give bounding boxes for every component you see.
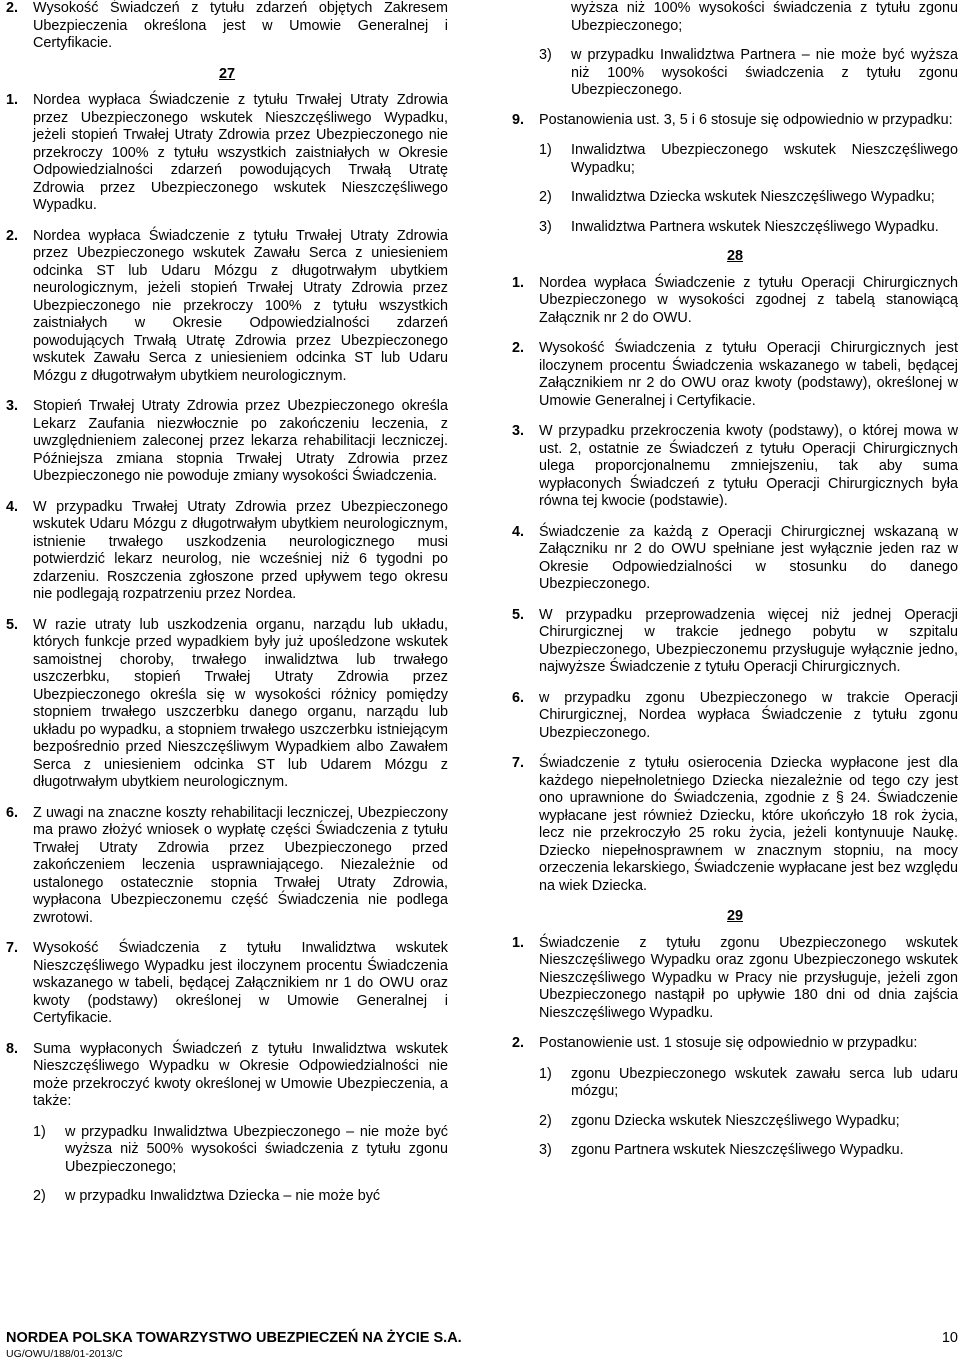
clause-item — [6, 228, 448, 386]
clause-number: 5. — [512, 606, 525, 623]
clause-item — [512, 275, 958, 328]
sub-clause-number: 1) — [539, 142, 552, 158]
clause-number: 2. — [6, 0, 19, 16]
page-footer — [6, 1330, 958, 1346]
clause-number: 4. — [512, 523, 525, 540]
clause-text: Świadczenie z tytułu zgonu Ubezpieczonego wskutek Nieszczęśliwego Wypadku oraz zgonu Ubezpieczonego wskutek Nieszczęśliwego Wypadku w Pracy nie przysługuje, jeżeli zgon Ubezpieczonego nastąpił po upływie 180 dni od dnia zajścia Nieszczęśliwego Wypadku. — [539, 934, 958, 1021]
section-heading-29: 29 — [726, 908, 743, 924]
clause-text: Z uwagi na znaczne koszty rehabilitacji leczniczej, Ubezpieczony ma prawo złożyć wniosek o wypłatę części Świadczenia z tytułu Trwałej Utraty Zdrowia przez Ubezpieczonego przed zakończeniem leczenia usprawniającego. Niezależnie od ustalonego ostatecznie stopnia Trwałej Utraty Zdrowia, wypłacona Ubezpieczonemu część Świadczenia nie podlega zwrotowi. — [33, 804, 448, 926]
footer-company-name: NORDEA POLSKA TOWARZYSTWO UBEZPIECZEŃ NA ŻYCIE S.A. — [6, 1330, 462, 1346]
sub-clause — [539, 1113, 958, 1131]
section-heading-27: 27 — [218, 65, 235, 82]
sub-clause-number: 3) — [539, 1142, 552, 1158]
sub-clause-number: 1) — [33, 1123, 46, 1140]
clause-item — [6, 805, 448, 928]
sub-clause — [539, 47, 958, 100]
sub-clause-text: zgonu Ubezpieczonego wskutek zawału serca lub udaru mózgu; — [571, 1065, 958, 1099]
clause-number: 9. — [512, 111, 525, 128]
sub-clause — [539, 1142, 958, 1160]
clause-number: 3. — [6, 398, 19, 414]
clause-item — [512, 690, 958, 743]
sub-clause — [33, 1124, 448, 1177]
sub-clause-number: 1) — [539, 1065, 552, 1082]
sub-clause-number: 2) — [33, 1188, 46, 1204]
sub-clause-text: Inwalidztwa Ubezpieczonego wskutek Nieszczęśliwego Wypadku; — [571, 142, 958, 176]
clause-number: 4. — [6, 498, 19, 515]
clause-text: Świadczenie z tytułu osierocenia Dziecka wypłacone jest dla każdego niepełnoletniego Dziecka niezależnie od tego czy jest ono uprawnione do Świadczenia, zgodnie z § 24. Świadczenie wypłacane jest również Dziecku, które ukończyło 18 rok życia, lecz nie przekroczyło 25 roku życia, jeżeli kontynuuje Naukę. Dziecko niepełnosprawnem w znacznym stopniu, na mocy orzeczenia lekarskiego, Świadczenie wypłacane jest bez względu na wiek Dziecka. — [539, 755, 958, 894]
clause-text: Postanowienia ust. 3, 5 i 6 stosuje się odpowiednio w przypadku: — [539, 111, 953, 128]
sub-clause-text: wyższa niż 100% wysokości świadczenia z tytułu zgonu Ubezpieczonego; — [571, 0, 958, 34]
sub-clause-text: Inwalidztwa Dziecka wskutek Nieszczęśliwego Wypadku; — [571, 189, 935, 205]
clause-number: 2. — [6, 227, 19, 244]
sub-clause-number: 3) — [539, 47, 552, 63]
clause-number: 6. — [6, 804, 19, 821]
clause-item — [512, 423, 958, 511]
clause-item — [6, 1041, 448, 1111]
clause-text: W przypadku Trwałej Utraty Zdrowia przez Ubezpieczonego wskutek Udaru Mózgu z długotrwałym ubytkiem neurologicznym, istnienie trwałego uszkodzenia neurologicznego musi potwierdzić lekarz neurolog, nie wcześniej niż 6 tygodni po zdarzeniu. Roszczenia zgłoszone przed upływem tego okresu nie podlegają rozpatrzeniu przez Nordea. — [33, 498, 448, 602]
clause-item — [512, 340, 958, 410]
sub-clause-text: w przypadku Inwalidztwa Partnera – nie może być wyższa niż 100% wysokości świadczenia z tytułu zgonu Ubezpieczonego. — [571, 47, 958, 98]
clause-number: 7. — [512, 755, 525, 771]
sub-clause — [539, 1066, 958, 1101]
clause-item — [512, 1035, 958, 1053]
clause-number: 1. — [512, 274, 525, 291]
clause-text: Nordea wypłaca Świadczenie z tytułu Operacji Chirurgicznych Ubezpieczonego w wysokości zgodnej z tabelą stanowiącą Załącznik nr 2 do OWU. — [539, 274, 958, 326]
clause-text: Wysokość Świadczenia z tytułu Inwalidztwa wskutek Nieszczęśliwego Wypadku jest iloczynem procentu Świadczenia wskazanego w tabeli, będącej Załącznikiem nr 1 do OWU oraz kwoty (podstawy) określonej w Umowie Generalnej i Certyfikacie. — [33, 940, 448, 1026]
sub-clause — [539, 142, 958, 177]
page-number: 10 — [941, 1330, 958, 1346]
clause-item — [512, 935, 958, 1023]
clause-item — [512, 112, 958, 130]
clause-text: Wysokość Świadczenia z tytułu Operacji Chirurgicznych jest iloczynem procentu Świadczenia wskazanego w tabeli, będącej Załącznikiem nr 2 do OWU oraz kwoty (podstawy), określonej w Umowie Generalnej i Certyfikacie. — [539, 340, 958, 409]
clause-text: Świadczenie za każdą z Operacji Chirurgicznej wskazaną w Załączniku nr 2 do OWU spełniane jest wyłącznie jeden raz w Okresie Odpowiedzialności w stosunku do danego Ubezpieczonego. — [539, 523, 958, 592]
clause-number: 1. — [6, 92, 19, 108]
clause-item — [6, 940, 448, 1028]
clause-text: W razie utraty lub uszkodzenia organu, narządu lub układu, których funkcje przed wypadkiem były już upośledzone wskutek samoistnej choroby, trwałego inwalidztwa lub trwałego uszczerbku, stopień Trwałej Utraty Zdrowia przez Ubezpieczonego określa się w wysokości różnicy pomiędzy stopniem trwałego uszczerbku danego organu, narządu lub układu po wypadku, a stopniem trwałego uszczerbku istniejącym bezpośrednio przed Nieszczęśliwym Wypadkiem albo Zawałem Serca z uniesieniem odcinka ST lub Udarem Mózgu z długotrwałym ubytkiem neurologicznym. — [33, 616, 448, 790]
clause-number: 8. — [6, 1040, 19, 1057]
right-column — [512, 0, 958, 1172]
clause-text: Postanowienie ust. 1 stosuje się odpowiednio w przypadku: — [539, 1035, 918, 1051]
clause-text: Suma wypłaconych Świadczeń z tytułu Inwalidztwa wskutek Nieszczęśliwego Wypadku w Okresie Odpowiedzialności nie może przekroczyć kwoty określonej w Umowie Ubezpieczenia, a także: — [33, 1040, 448, 1109]
clause-item — [6, 92, 448, 215]
sub-clause-number: 2) — [539, 1112, 552, 1129]
clause-number: 6. — [512, 689, 525, 706]
clause-text: Stopień Trwałej Utraty Zdrowia przez Ubezpieczonego określa Lekarz Zaufania niezwłocznie po zakończeniu leczenia, z uwzględnieniem zaleconej przez lekarza rehabilitacji leczniczej. Późniejsza zmiana stopnia Trwałej Utraty Zdrowia przez Ubezpieczonego nie powoduje zmiany wysokości Świadczenia. — [33, 398, 448, 484]
clause-item — [512, 755, 958, 895]
clause-text: Nordea wypłaca Świadczenie z tytułu Trwałej Utraty Zdrowia przez Ubezpieczonego wskutek Zawału Serca z uniesieniem odcinka ST lub Udaru Mózgu z długotrwałym ubytkiem neurologicznym, jeżeli stopień Trwałej Utraty Zdrowia przez Ubezpieczonego nie przekroczy 100% z tytułu wszystkich zaistniałych w Okresie Odpowiedzialności zdarzeń powodujących Trwałą Utratę Zdrowia przez Ubezpieczonego wskutek Zawału Serca z uniesieniem odcinka ST lub Udaru Mózgu z długotrwałym ubytkiem neurologicznym. — [33, 227, 448, 384]
clause-item — [6, 499, 448, 604]
clause-number: 7. — [6, 940, 19, 956]
clause-text: W przypadku przekroczenia kwoty (podstawy), o której mowa w ust. 2, ostatnie ze Świadczeń z tytułu Operacji Chirurgicznych ulega proporcjonalnemu zmniejszeniu, tak aby suma wypłaconych Świadczeń z tytułu Operacji Chirurgicznych była równa tej kwocie (podstawie). — [539, 423, 958, 509]
sub-clause-text: zgonu Partnera wskutek Nieszczęśliwego Wypadku. — [571, 1142, 904, 1158]
clause-item — [512, 524, 958, 594]
sub-clause-text: w przypadku Inwalidztwa Dziecka – nie może być — [65, 1188, 381, 1204]
sub-clause-text: zgonu Dziecka wskutek Nieszczęśliwego Wypadku; — [571, 1112, 900, 1129]
clause-number: 1. — [512, 934, 525, 951]
clause-item — [6, 398, 448, 486]
clause-number: 2. — [512, 340, 525, 356]
sub-clause — [33, 1188, 448, 1206]
clause-text: W przypadku przeprowadzenia więcej niż jednej Operacji Chirurgicznej w trakcie jednego pobytu w szpitalu Ubezpieczonego, Ubezpieczonemu przysługuje wyłącznie jedno, najwyższe Świadczenie z tytułu Operacji Chirurgicznych. — [539, 606, 958, 675]
clause-text: Wysokość Świadczeń z tytułu zdarzeń objętych Zakresem Ubezpieczenia określona jest w Umowie Generalnej i Certyfikacie. — [33, 0, 448, 51]
clause-number: 3. — [512, 423, 525, 439]
clause-item — [6, 617, 448, 792]
clause-text: Nordea wypłaca Świadczenie z tytułu Trwałej Utraty Zdrowia przez Ubezpieczonego wskutek Nieszczęśliwego Wypadku, jeżeli stopień Trwałej Utraty Zdrowia przez Ubezpieczonego nie przekroczy 100% z tytułu wszystkich zaistniałych w Okresie Odpowiedzialności zdarzeń powodujących Trwałą Utratę Zdrowia przez Ubezpieczonego wskutek Nieszczęśliwego Wypadku. — [33, 92, 448, 213]
clause-number: 2. — [512, 1035, 525, 1051]
sub-clause-text: w przypadku Inwalidztwa Ubezpieczonego – nie może być wyższa niż 500% wysokości świadczenia z tytułu zgonu Ubezpieczonego; — [65, 1123, 448, 1175]
clause-item — [512, 607, 958, 677]
clause-item — [6, 0, 448, 53]
sub-clause-continuation — [539, 0, 958, 35]
sub-clause-number: 3) — [539, 218, 552, 235]
clause-text: w przypadku zgonu Ubezpieczonego w trakcie Operacji Chirurgicznej, Nordea wypłaca Świadczenie z tytułu zgonu Ubezpieczonego. — [539, 689, 958, 741]
sub-clause-text: Inwalidztwa Partnera wskutek Nieszczęśliwego Wypadku. — [571, 218, 939, 235]
section-heading-28: 28 — [726, 248, 743, 264]
sub-clause-number: 2) — [539, 189, 552, 205]
left-column — [6, 0, 448, 1218]
clause-number: 5. — [6, 616, 19, 633]
sub-clause — [539, 219, 958, 237]
sub-clause — [539, 189, 958, 207]
document-code: UG/OWU/188/01-2013/C — [6, 1348, 123, 1360]
